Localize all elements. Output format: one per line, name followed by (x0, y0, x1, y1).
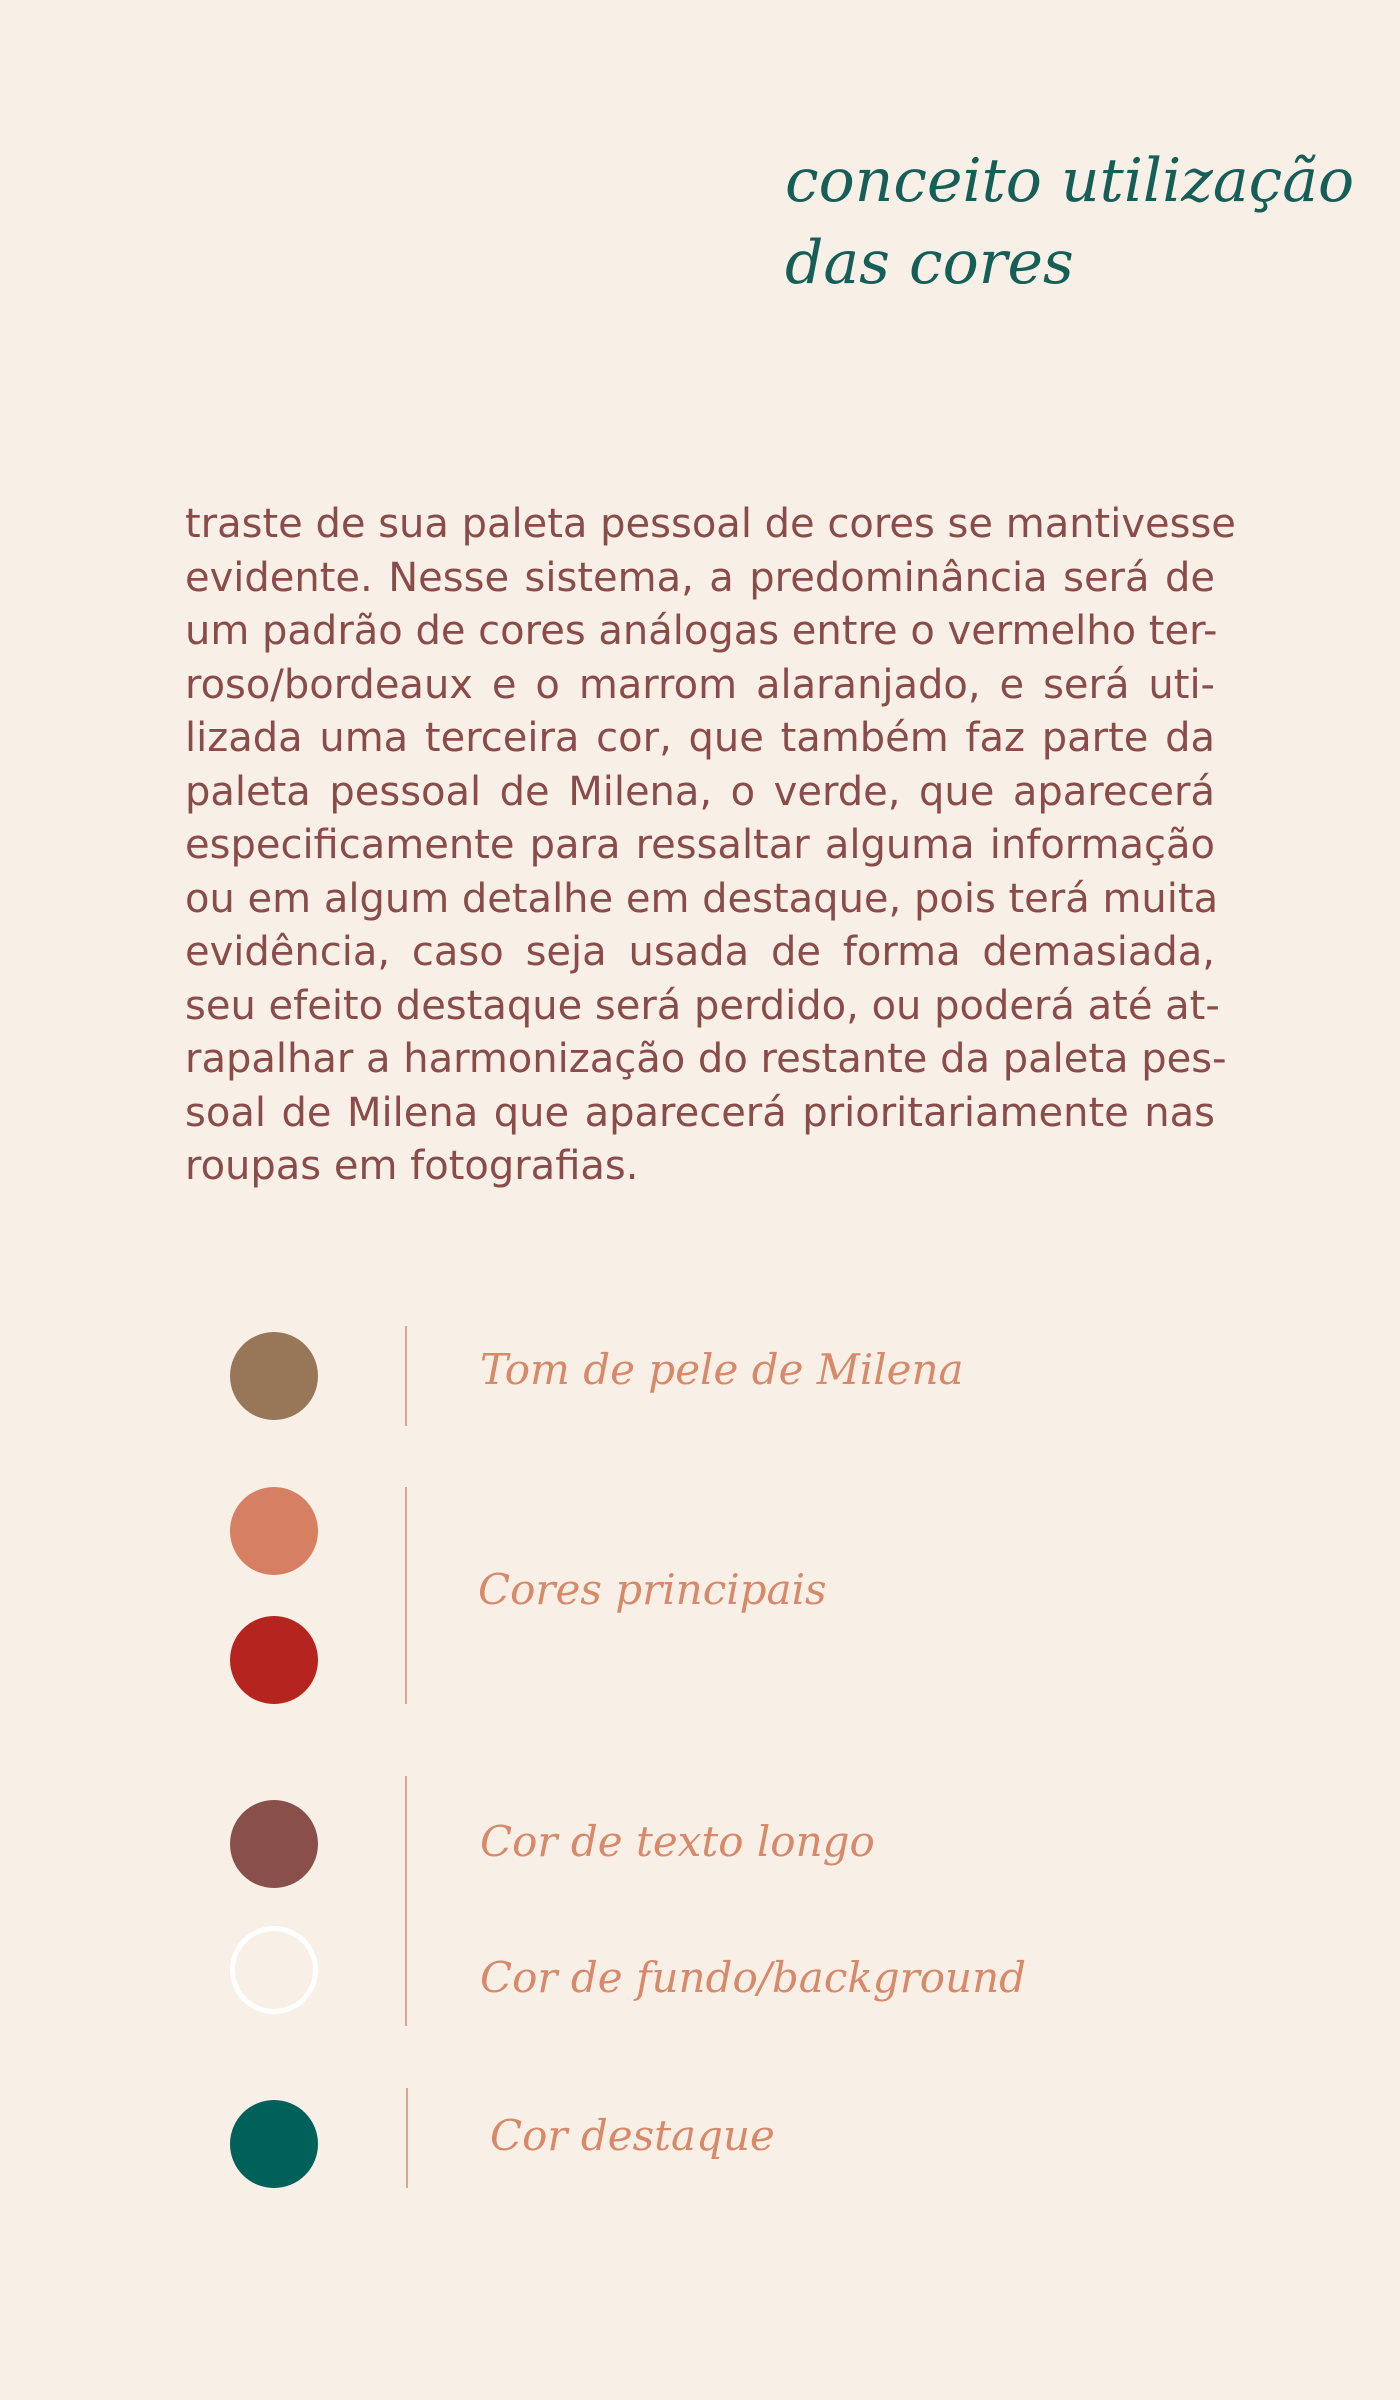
body-line: roupas em fotografias. (185, 1143, 639, 1189)
legend-divider (405, 1776, 407, 2026)
title-line-2: das cores (785, 228, 1074, 298)
body-line: seu efeito destaque será perdido, ou poderá até at- (185, 982, 1220, 1029)
body-line: ou em algum detalhe em destaque, pois terá muita (185, 875, 1219, 922)
skin-tone-label: Tom de pele de Milena (480, 1345, 964, 1394)
skin-tone-swatch (230, 1332, 318, 1420)
legend-divider (406, 2088, 408, 2188)
body-line: roso/bordeaux e o marrom alaranjado, e será uti- (185, 661, 1215, 708)
title-line-1: conceito utilização (785, 146, 1355, 216)
body-line: traste de sua paleta pessoal de cores se mantivesse (185, 501, 1236, 547)
highlight-color-label: Cor destaque (490, 2111, 775, 2160)
main-colors-label: Cores principais (478, 1565, 827, 1614)
page-title (785, 140, 1365, 304)
long-text-color-swatch (230, 1800, 318, 1888)
background-color-swatch (230, 1926, 318, 2014)
main-color-swatch-red (230, 1616, 318, 1704)
body-line: evidência, caso seja usada de forma demasiada, (185, 929, 1215, 975)
body-line: evidente. Nesse sistema, a predominância será de (185, 554, 1215, 601)
body-line: soal de Milena que aparecerá prioritariamente nas (185, 1089, 1215, 1136)
legend-divider (405, 1487, 407, 1704)
long-text-color-label: Cor de texto longo (480, 1817, 875, 1866)
body-line: um padrão de cores análogas entre o vermelho ter- (185, 608, 1218, 654)
background-color-label: Cor de fundo/background (480, 1953, 1027, 2002)
highlight-color-swatch (230, 2100, 318, 2188)
body-paragraph (185, 498, 1236, 1194)
body-line: lizada uma terceira cor, que também faz parte da (185, 715, 1215, 761)
legend-divider (405, 1326, 407, 1426)
body-line: rapalhar a harmonização do restante da paleta pes- (185, 1036, 1227, 1082)
main-color-swatch-orange (230, 1487, 318, 1575)
body-line: especificamente para ressaltar alguma informação (185, 822, 1215, 868)
body-line: paleta pessoal de Milena, o verde, que aparecerá (185, 768, 1215, 815)
